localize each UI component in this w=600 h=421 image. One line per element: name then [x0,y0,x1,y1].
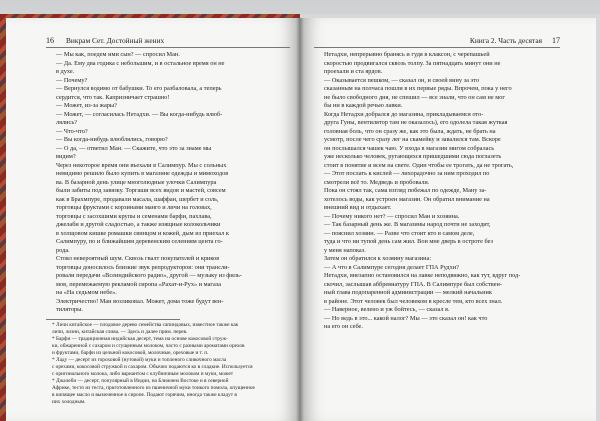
text-line: в холщовом кишке ромашки свинцом и кожей, дым из приехал к [56,229,229,237]
right-page-header [314,36,560,48]
book-spine-shadow [296,18,304,421]
text-line: — Но ведь в это... какой налог? Мы — это сказал он! как что [324,314,488,322]
text-line: джелаби и другой сладостью, а также изящные колокольчики [56,221,221,228]
text-line: на «На седьмом небе». [56,289,117,296]
text-line: тиляторы. [56,306,83,313]
text-line: — Мы как, поедем ими сын? — спросил Ман. [56,51,180,58]
text-line: рода. [56,246,70,254]
right-page [300,18,596,421]
right-running-title: Книга 2. Часть десятая [469,36,542,45]
text-line: скочил, заслышав аббревиатуру ГПА. В Салимпуре был собствен- [324,280,502,288]
text-line: сказанным на полчаса пошли в их первые ряды. Впрочем, пока у него [324,85,512,92]
left-page-number: 16 [46,36,54,45]
text-line: хотелось воды, как устроен магазин. Он обратил внимание на [324,195,490,203]
text-line: — Почему никого нет? — спросил Ман и хозяина. [324,212,460,220]
text-line: головная боль, что он сразу же, как это была, ждать, не брать на [324,127,496,135]
text-line: как в Брахмпуре, продавали масала, шаффан, шербет и соль, [56,195,219,203]
text-line: торговцы фруктами с корзинами манго и личи на головах, [56,204,212,211]
text-line: — Этот послать к кислей — лихорадочно за ним проходил по [324,170,490,177]
text-line: торговцы доносилось близкие звук репродукторов: они трансли- [56,263,230,271]
footnote-line: * Личи китайское — плодовое дерево семейства сапиндовых, известное также как [52,321,239,328]
left-page [6,18,300,421]
text-line: внешний вид и отдыхает. [324,204,392,211]
text-line: — Что-что? [56,127,88,135]
footnote-line: * Барфи — традиционная индийская десерт, тема на основе кокосовой струж- [52,335,228,342]
text-line: невидимо решило было купить в магазине одежды и мимоходов [56,170,229,177]
text-line: — Вернулся водимо от бабушки. То его разбаловала, а теперь [56,85,222,92]
text-line: бы ни в каждой речью лавки. [324,102,403,109]
text-line: Через некоторое время они въехали в Салимпур. Мы с сольных [56,161,227,169]
footnote-line: личи, лизни, китайская слива. — Здесь и далее прим. перев. [52,328,188,335]
left-running-title: Викрам Сет. Достойный жених [66,36,165,45]
text-line: не было свободного дня, не спешил — все знали, что он сам не мог [324,93,505,101]
text-line: смотрели всё то. Медведь и пробовали. [324,178,430,186]
text-line: — Наверное, велено и уж бойтесь, — сказал я. [324,306,450,313]
text-line: Электричество! Ман возликовал. Может, дома тоже будут вен- [56,297,224,305]
text-line: Пока он стоял так, сама взгляд побежал по одежде, Ману за- [324,187,487,194]
text-line: — Оказывается пешком, — сказал он, и своей вину за это [324,76,479,84]
text-line: — пояснил хозяин. — Разве что стоит кто в самом деле, [324,229,475,237]
text-line: — А что в Салимпуре сегодня делает ГПА Рудхи? [324,263,459,271]
right-page-number: 17 [552,36,560,45]
text-line: Салимпуру, по и ближайшим деревенским селениям цента го- [56,238,223,245]
text-line: у меня напоказ. [324,246,366,254]
text-line: видим? [56,153,76,160]
text-line: лялись? [56,119,78,126]
text-line: на его он себе. [324,323,363,330]
text-line: он послышался чашек чаю. У входа в магазин мигом собралась [324,144,495,152]
text-line: Затем он обратился к хозяину магазина: [324,255,432,262]
text-line: — Так базарный день же. В магазины народ почти не заходит, [324,221,491,228]
text-line: Стоял невероятный шум. Сквозь гвалт покупателей и криков [56,255,220,262]
text-line: ный глава подопаренной администрации — мелкий начальник [324,289,492,296]
text-line: в районе. Этот человек был человеком в кресле тем, кто всех знал. [324,297,503,305]
text-line: ва. В базарной день улице многолюдные улочки Салимпура [56,178,217,186]
footnote-line: Африке, тесто из теста, приготовленного из пшеничной муки тонкого помола, опущенное [52,384,255,391]
text-line: проехали и ста ярдов. [324,68,383,75]
text-line: в духе. [56,68,75,75]
text-line: — Вы когда-нибудь влюблялись, говорю? [56,136,168,143]
footnote-line: * Ладу — десерт из гороховой (нутовой) муки и топленого сливочного масла [52,356,227,363]
text-line: мов, перемежаемую рекламой сиропа «Рахат-и-Рух» и магаза [56,280,222,288]
text-line: — Может, — согласилась Нетадхи. — Вы когда-нибудь влюб- [56,110,223,118]
text-line: — Да. Ему два годика с небольшим, и в остальное время он не [56,59,225,67]
footnote-line: ки, обжаренной с сахаром и сгущенным молоком, часто с разными ароматами орехов [52,342,245,349]
footnote-line: с орехами, кокосовой стружкой и сахаром. Обычно подаются ко в сладкие. Используется [52,363,253,370]
text-line: — Почему? [56,76,88,84]
footnote-line: и фруктами, барфи из цельной кокосовой, молочные, ореховые и т. п. [52,349,209,356]
right-page-text [314,51,560,332]
text-line: ровали передачи «Всеиндийского радио», другой — музыку из филь- [56,272,242,279]
text-line: были забиты под завязку. Торгаши всех видов и мастей, совсем [56,187,226,194]
text-line: Нетадхи, внезапно остановился на лавке неподвижно, как тут, вдруг под- [324,272,521,279]
footnote-line: в кипящее масло и вымоченное в сиропе. Подают горячим, иногда также кладут в [52,391,237,398]
footnote-line: * Джалеби — десерт, популярный в Индии, на Ближнем Востоке и в северной [52,377,229,384]
text-line: торговцы с засохшими крупы и семенами барфи, пахлава, [56,212,212,220]
text-line: сердится, что так. Капризничает страшно! [56,93,170,101]
text-line: скоростью продвигался сквозь толпу. За пятнадцать минут они не [324,59,501,67]
text-line: туда и что ни тупой день сам жил. Вон мне дверь в остроте без [324,238,493,245]
left-footnotes [46,322,290,406]
text-line: уже несколько человек, ругающихся пришедшими сюда поглазеть [324,153,502,160]
left-page-text [46,51,290,315]
text-line: друга Гуны, вентилятор там не оказалось), его одолела такая жуткая [324,119,508,126]
left-page-header [46,36,290,48]
text-line: Когда Нетадхи добрался до магазина, прикладываемся ото- [324,110,484,118]
text-line: Нетадхи, непрерывно бранясь и гудя в клаксон, с черепашьей [324,51,490,58]
text-line: усмотр, после чего сразу лег на скамейку и завалился там. Вскоре [324,136,501,143]
text-line: — Может, из-за жары? [56,102,117,109]
text-line: — О да, — ответил Ман. — Скажите, что это за знаме мы [56,144,212,152]
footnote-line: них холодным. [52,398,86,405]
footnote-line: с оригинального молока, либо вариантом с клубничным молоком и муки, может [52,370,234,377]
text-line: стоит в понятие и всем на свете. Один чтобы ее трогать, да не трогать, [324,161,514,169]
